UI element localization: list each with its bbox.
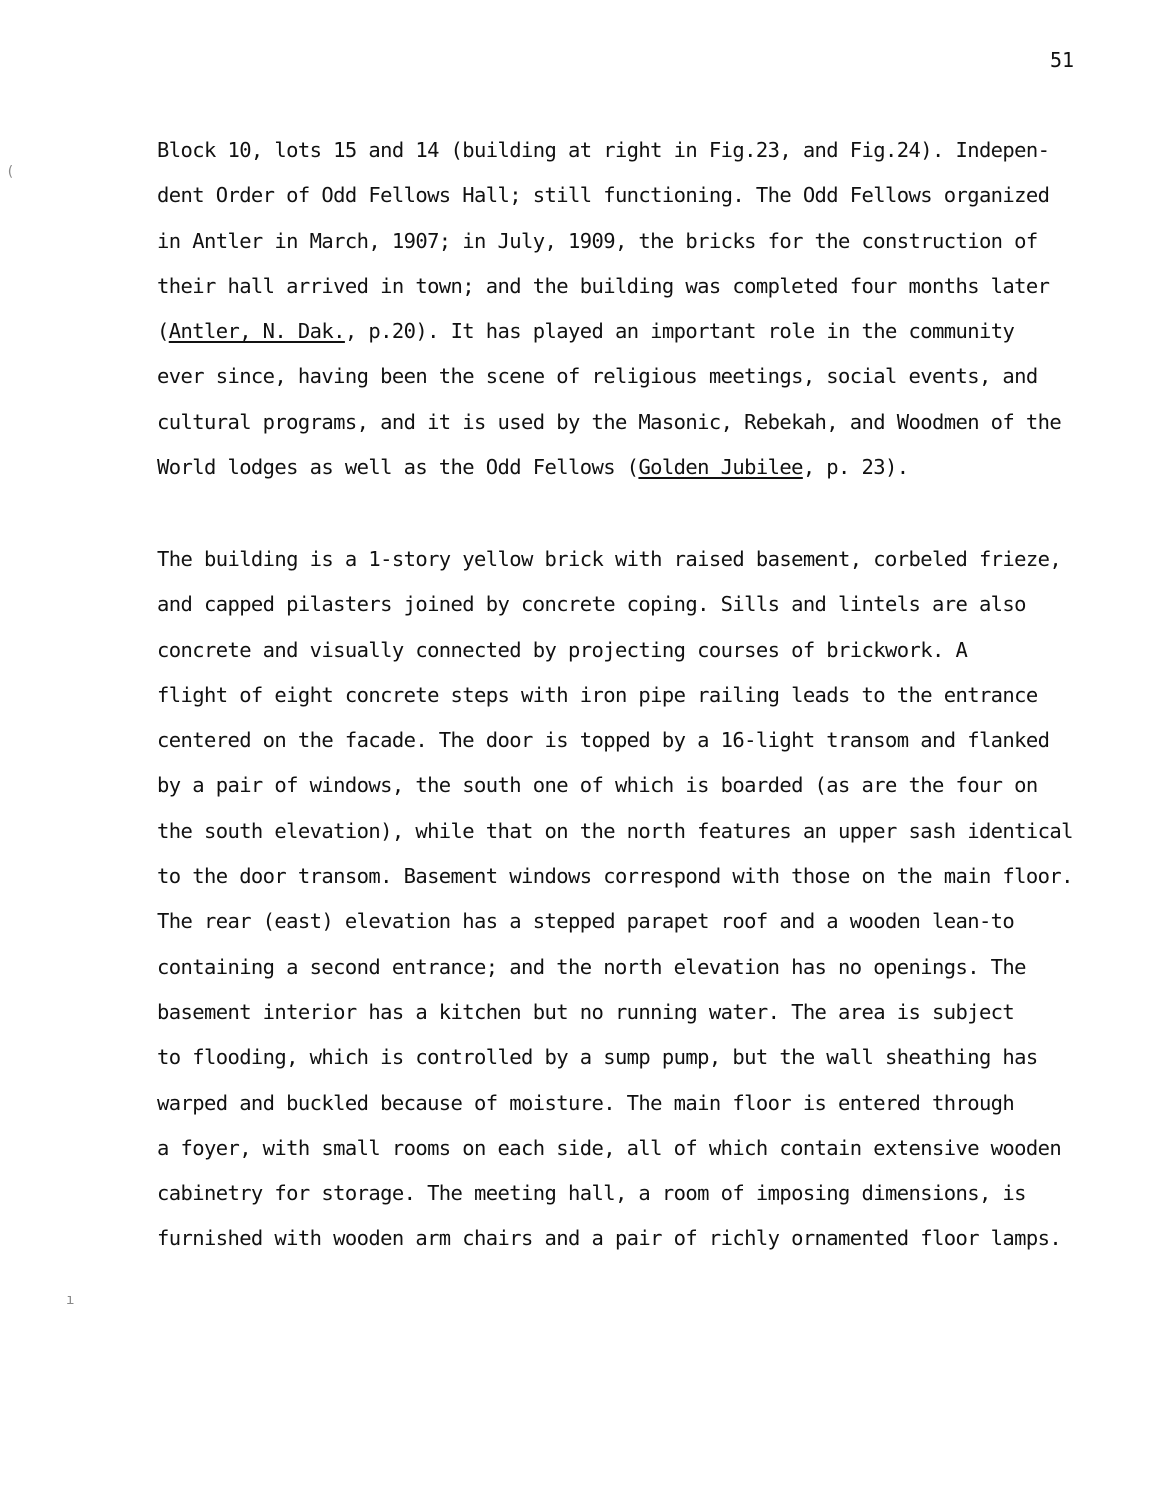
- text-segment: flight of eight concrete steps with iron pipe railing leads to the entrance: [157, 682, 1038, 707]
- text-line: [157, 763, 1057, 808]
- text-segment: warped and buckled because of moisture. The main floor is entered through: [157, 1090, 1015, 1115]
- text-line: [157, 1171, 1057, 1216]
- text-line: [157, 537, 1062, 582]
- text-segment: to the door transom. Basement windows correspond with those on the main floor.: [157, 864, 1073, 889]
- text-line: [157, 582, 1057, 627]
- text-segment: The building is a 1-story yellow brick with raised basement, corbeled frieze,: [157, 547, 1062, 571]
- text-segment: ever since, having been the scene of religious meetings, social events, and: [157, 364, 1038, 389]
- text-line: [157, 264, 1057, 309]
- text-line: [157, 945, 1057, 990]
- text-line: [157, 173, 1057, 218]
- text-segment: containing a second entrance; and the north elevation has no openings. The: [157, 954, 1026, 979]
- text-line: [157, 400, 1062, 445]
- text-line: [157, 809, 1073, 854]
- text-segment: (: [157, 319, 169, 344]
- cited-title: Golden Jubilee: [638, 455, 803, 480]
- text-segment: , p. 23).: [802, 455, 909, 480]
- text-line: [157, 899, 1057, 944]
- margin-mark: (: [6, 164, 15, 180]
- text-line: [157, 128, 1057, 173]
- text-line: [157, 219, 1057, 264]
- text-segment: dent Order of Odd Fellows Hall; still functioning. The Odd Fellows organized: [157, 183, 1050, 208]
- text-segment: by a pair of windows, the south one of which is boarded (as are the four on: [157, 773, 1038, 798]
- paragraph-description: [157, 537, 1073, 1262]
- text-segment: World lodges as well as the Odd Fellows (: [157, 455, 639, 480]
- text-segment: , p.20). It has played an important role in the community: [344, 319, 1015, 344]
- text-line: [157, 673, 1057, 718]
- text-line: [157, 354, 1057, 399]
- text-segment: basement interior has a kitchen but no running water. The area is subject: [157, 999, 1015, 1024]
- text-segment: centered on the facade. The door is topped by a 16-light transom and flanked: [157, 728, 1050, 753]
- text-segment: cabinetry for storage. The meeting hall, a room of imposing dimensions, is: [157, 1181, 1026, 1206]
- text-segment: in Antler in March, 1907; in July, 1909, the bricks for the construction of: [157, 228, 1038, 253]
- margin-mark: ı: [66, 1292, 75, 1308]
- text-line: [157, 309, 1057, 354]
- text-segment: concrete and visually connected by projecting courses of brickwork. A: [157, 637, 968, 662]
- text-segment: furnished with wooden arm chairs and a pair of richly ornamented floor lamps.: [157, 1226, 1062, 1251]
- text-line: [157, 1081, 1057, 1126]
- text-line: [157, 1126, 1062, 1171]
- text-segment: a foyer, with small rooms on each side, all of which contain extensive wooden: [157, 1135, 1062, 1160]
- text-line: [157, 1216, 1062, 1261]
- text-segment: Block 10, lots 15 and 14 (building at right in Fig.23, and Fig.24). Indepen-: [157, 138, 1050, 162]
- text-segment: The rear (east) elevation has a stepped parapet roof and a wooden lean-to: [157, 909, 1015, 934]
- text-line: [157, 718, 1057, 763]
- text-line: [157, 990, 1057, 1035]
- text-line: [157, 1035, 1057, 1080]
- page-number: 51: [1050, 48, 1075, 72]
- text-segment: their hall arrived in town; and the building was completed four months later: [157, 273, 1050, 298]
- text-segment: to flooding, which is controlled by a sump pump, but the wall sheathing has: [157, 1045, 1038, 1070]
- text-segment: cultural programs, and it is used by the Masonic, Rebekah, and Woodmen of the: [157, 409, 1062, 434]
- text-line: [157, 854, 1073, 899]
- paragraph-history: [157, 128, 1062, 490]
- text-segment: the south elevation), while that on the north features an upper sash identical: [157, 818, 1073, 843]
- cited-title: Antler, N. Dak.: [168, 319, 345, 344]
- text-line: [157, 628, 1057, 673]
- text-line: [157, 445, 1057, 490]
- text-segment: and capped pilasters joined by concrete coping. Sills and lintels are also: [157, 592, 1026, 617]
